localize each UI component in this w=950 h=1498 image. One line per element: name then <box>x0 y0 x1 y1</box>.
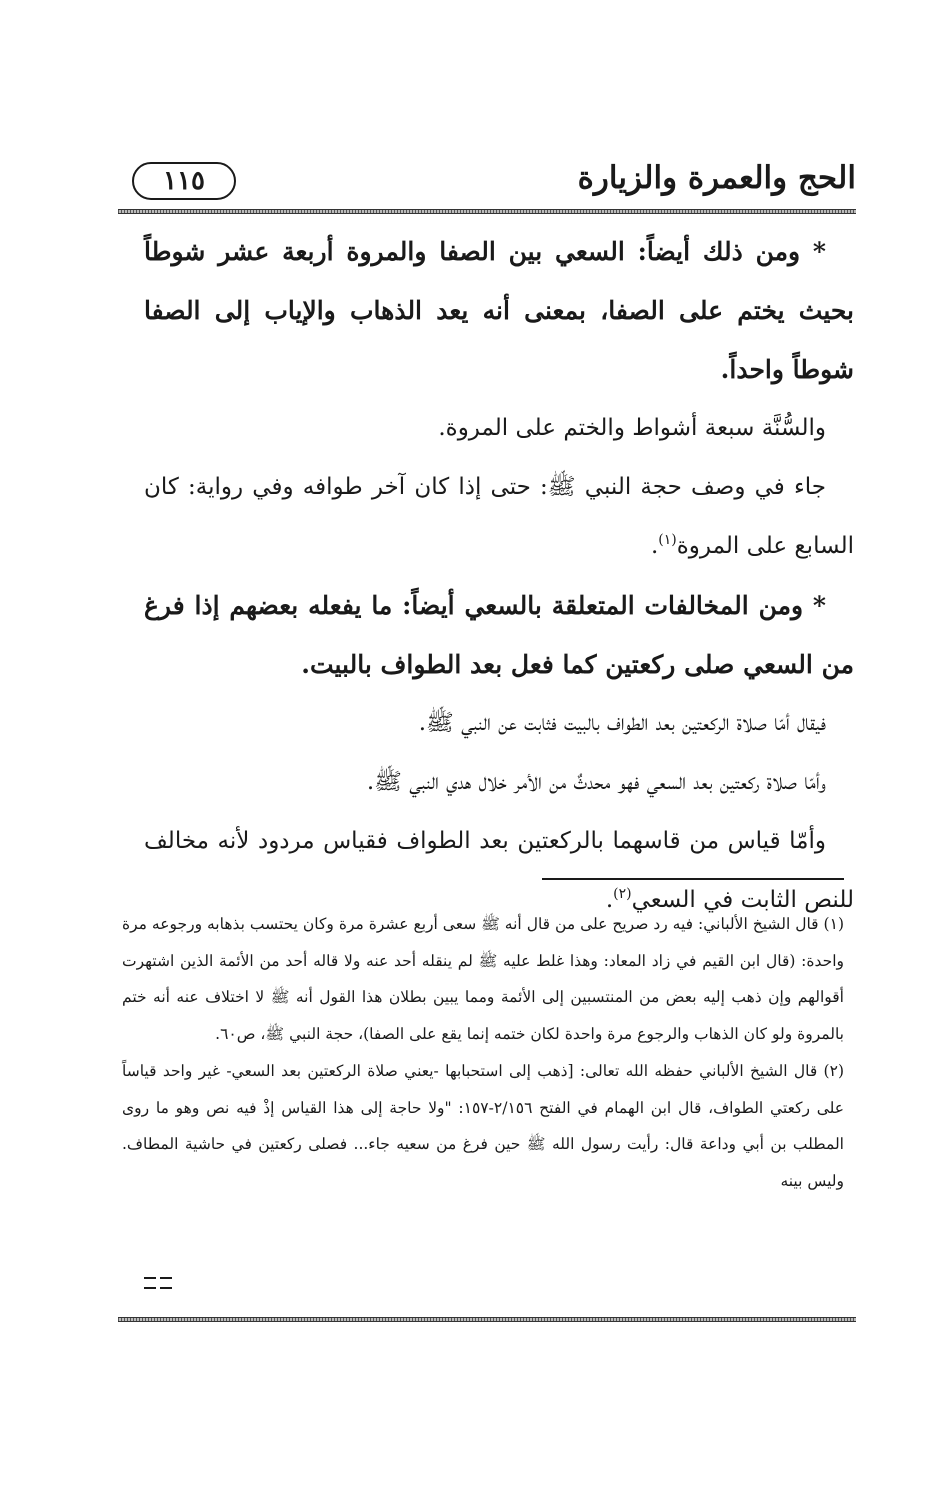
footnote-separator <box>542 878 844 880</box>
paragraph-5: فيقال أمّا صلاة الركعتين بعد الطواف بالبيت فثابت عن النبي ﷺ. <box>418 710 826 736</box>
footnote-2: (٢) قال الشيخ الألباني حفظه الله تعالى: [ذهب إلى استحبابها -يعني صلاة الركعتين بعد السعي- غير واحد قياساً على ركعتي الطواف، قال ابن الهمام في الفتح ٢/١٥٦-١٥٧: "ولا حاجة إلى هذا القياس إذْ فيه نص وهو ما روى المطلب بن أبي وداعة قال: رأيت رسول الله ﷺ حين فرغ من سعيه جاء... فصلى ركعتين في حاشية المطاف. وليس بينه <box>122 1062 844 1190</box>
paragraph-4: * ومن المخالفات المتعلقة بالسعي أيضاً: ما يفعله بعضهم إذا فرغ من السعي صلى ركعتين كما فعل بعد الطواف بالبيت. <box>144 591 854 679</box>
footnote-ref-1: (١) <box>658 532 677 548</box>
paragraph-3 <box>144 458 854 576</box>
footnotes <box>122 906 844 1200</box>
header-rule <box>118 209 856 214</box>
footnote-ref-2: (٢) <box>613 886 632 902</box>
footer-rule <box>118 1317 856 1322</box>
paragraph-6: وأمّا صلاة ركعتين بعد السعي فهو محدثٌ من الأمر خلال هدي النبي ﷺ. <box>366 769 826 795</box>
page-header <box>118 158 856 210</box>
footnote-1: (١) قال الشيخ الألباني: فيه رد صريح على من قال أنه ﷺ سعى أربع عشرة مرة وكان يحتسب بذهابه ورجوعه مرة واحدة: (قال ابن القيم في زاد المعاد: وهذا غلط عليه ﷺ لم ينقله أحد عنه ولا قاله أحد من الأئمة الذين اشتهرت أقوالهم وإن ذهب إليه بعض من المنتسبين إلى الأئمة ومما يبين بطلان هذا القول أنه ﷺ لا اختلاف عنه أنه ختم بالمروة ولو كان الذهاب والرجوع مرة واحدة لكان ختمه إنما يقع على الصفا)، حجة النبي ﷺ، ص٦٠. <box>122 915 844 1043</box>
page-number: ١١٥ <box>132 162 236 200</box>
paragraph-1: * ومن ذلك أيضاً: السعي بين الصفا والمروة أربعة عشر شوطاً بحيث يختم على الصفا، بمعنى أنه يعد الذهاب والإياب إلى الصفا شوطاً واحداً. <box>144 237 854 384</box>
book-title: الحج والعمرة والزيارة <box>577 160 856 196</box>
main-text <box>144 222 854 930</box>
paragraph-7-end: . <box>605 887 614 913</box>
paragraph-7-text: وأمّا قياس من قاسهما بالركعتين بعد الطواف فقياس مردود لأنه مخالف للنص الثابت في السعي <box>144 828 854 913</box>
paragraph-3-text: جاء في وصف حجة النبي ﷺ: حتى إذا كان آخر طوافه وفي رواية: كان السابع على المروة <box>144 474 854 559</box>
paragraph-3-end: . <box>650 533 659 559</box>
continuation-mark <box>132 1274 172 1292</box>
paragraph-2: والسُّنَّة سبعة أشواط والختم على المروة. <box>438 415 826 441</box>
